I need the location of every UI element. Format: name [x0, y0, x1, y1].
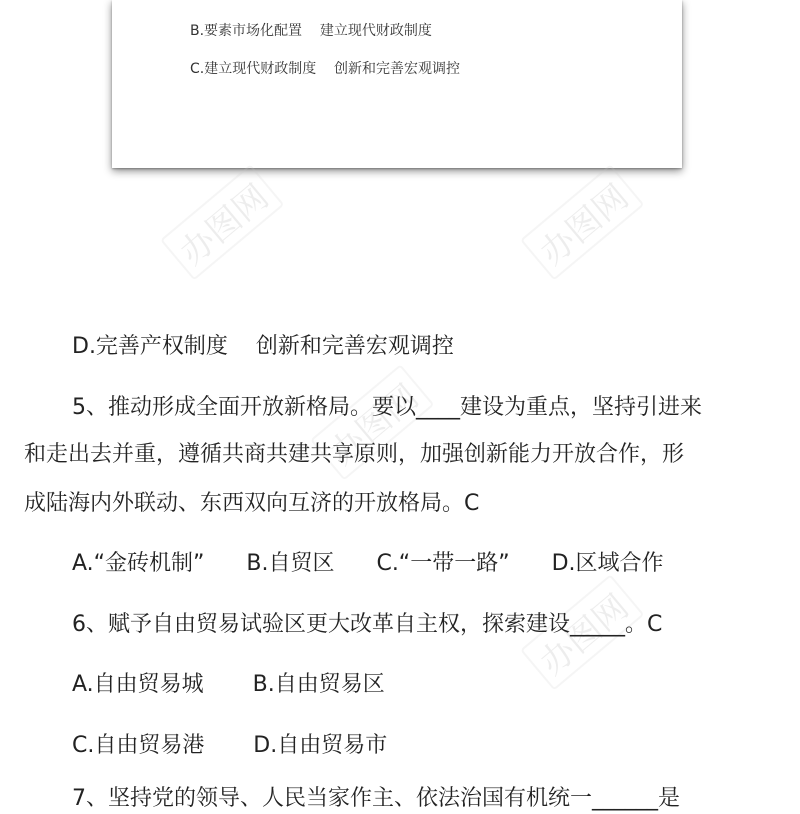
- question-5-options: A.“金砖机制” B.自贸区 C.“一带一路” D.区域合作: [72, 551, 664, 576]
- question-5-line-2: 和走出去并重，遵循共商共建共享原则，加强创新能力开放合作，形: [24, 442, 685, 467]
- watermark: 办图网: [520, 574, 644, 690]
- question-7-line: 7、坚持党的领导、人民当家作主、依法治国有机统一______是: [72, 786, 680, 811]
- question-6-options-cd: C.自由贸易港 D.自由贸易市: [72, 733, 388, 758]
- watermark: 办图网: [310, 364, 434, 480]
- watermark: 办图网: [160, 164, 284, 280]
- question-5-line-1: 5、推动形成全面开放新格局。要以____建设为重点，坚持引进来: [72, 395, 702, 420]
- option-c-line: C.建立现代财政制度 创新和完善宏观调控: [190, 61, 461, 77]
- question-6-line: 6、赋予自由贸易试验区更大改革自主权，探索建设_____。C: [72, 612, 663, 637]
- question-5-line-3: 成陆海内外联动、东西双向互济的开放格局。C: [24, 491, 480, 516]
- option-b-line: B.要素市场化配置 建立现代财政制度: [190, 23, 432, 39]
- question-6-options-ab: A.自由贸易城 B.自由贸易区: [72, 672, 385, 697]
- previous-page-card: [112, 0, 682, 168]
- option-d-line: D.完善产权制度 创新和完善宏观调控: [72, 334, 454, 359]
- watermark: 办图网: [520, 164, 644, 280]
